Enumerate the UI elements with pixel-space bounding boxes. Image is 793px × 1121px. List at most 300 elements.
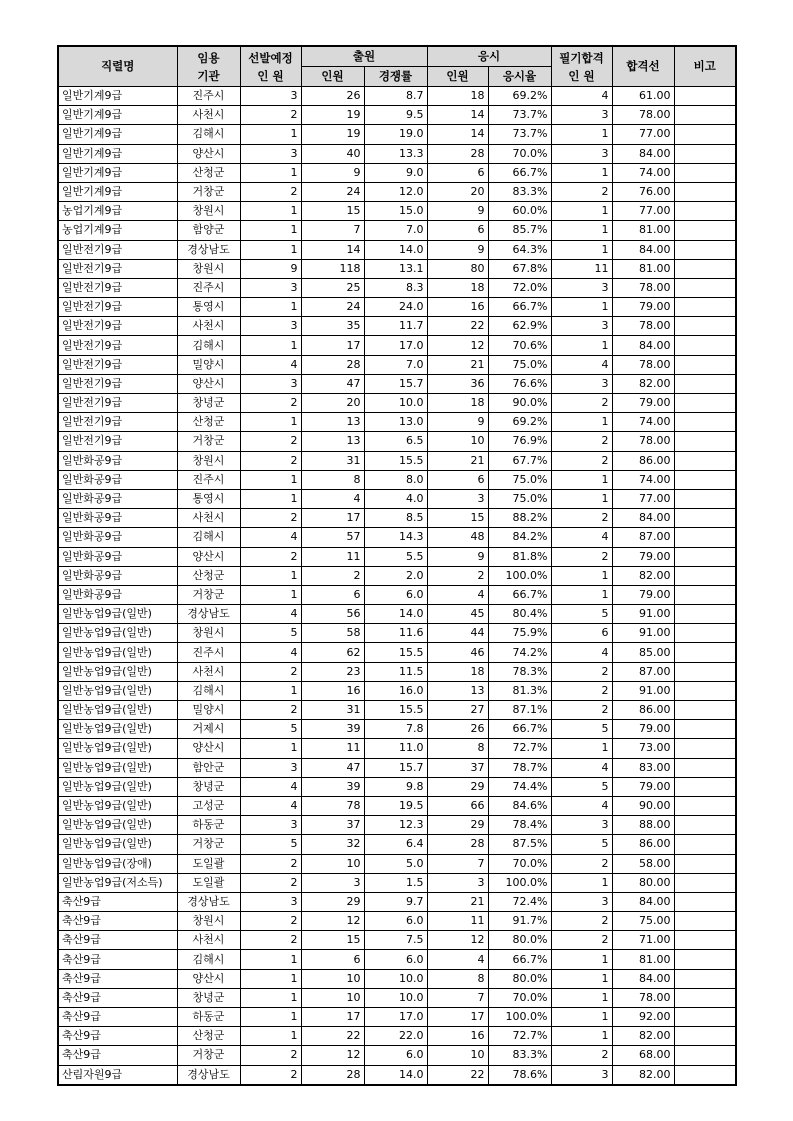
cell-exam-count: 14: [427, 106, 488, 125]
table-row: [58, 355, 736, 374]
cell-org: 통영시: [177, 298, 240, 317]
cell-job: 축산9급: [58, 1008, 177, 1027]
cell-planned: 1: [240, 988, 301, 1007]
cell-apply-ratio: 15.7: [364, 758, 427, 777]
cell-job: 일반전기9급: [58, 374, 177, 393]
cell-job: 일반전기9급: [58, 278, 177, 297]
table-row: [58, 374, 736, 393]
cell-pass: 2: [551, 854, 612, 873]
cell-exam-count: 21: [427, 451, 488, 470]
cell-exam-rate: 80.0%: [488, 931, 551, 950]
cell-exam-rate: 73.7%: [488, 125, 551, 144]
cell-apply-ratio: 14.0: [364, 605, 427, 624]
cell-planned: 2: [240, 106, 301, 125]
cell-cutoff: 80.00: [612, 873, 674, 892]
cell-apply-ratio: 22.0: [364, 1027, 427, 1046]
cell-exam-rate: 66.7%: [488, 585, 551, 604]
cell-exam-count: 22: [427, 1065, 488, 1085]
cell-exam-rate: 74.2%: [488, 643, 551, 662]
cell-remarks: [674, 432, 736, 451]
cell-org: 김해시: [177, 950, 240, 969]
cell-remarks: [674, 528, 736, 547]
cell-pass: 3: [551, 1065, 612, 1085]
cell-exam-rate: 83.3%: [488, 182, 551, 201]
table-row: [58, 892, 736, 911]
cell-apply-count: 8: [301, 470, 364, 489]
cell-planned: 2: [240, 701, 301, 720]
cell-exam-count: 16: [427, 298, 488, 317]
cell-remarks: [674, 1046, 736, 1065]
cell-pass: 1: [551, 413, 612, 432]
cell-exam-count: 13: [427, 681, 488, 700]
table-row: [58, 509, 736, 528]
cell-cutoff: 75.00: [612, 912, 674, 931]
cell-exam-count: 12: [427, 931, 488, 950]
cell-pass: 4: [551, 87, 612, 106]
cell-cutoff: 86.00: [612, 835, 674, 854]
cell-remarks: [674, 259, 736, 278]
cell-planned: 4: [240, 796, 301, 815]
cell-remarks: [674, 854, 736, 873]
header-exam-rate: 응시율: [488, 67, 551, 87]
cell-job: 일반기계9급: [58, 163, 177, 182]
cell-apply-count: 9: [301, 163, 364, 182]
cell-apply-ratio: 15.7: [364, 374, 427, 393]
cell-org: 창원시: [177, 202, 240, 221]
cell-job: 축산9급: [58, 931, 177, 950]
header-apply-ratio: 경쟁률: [364, 67, 427, 87]
cell-pass: 2: [551, 451, 612, 470]
cell-org: 도일괄: [177, 854, 240, 873]
cell-cutoff: 82.00: [612, 374, 674, 393]
cell-remarks: [674, 605, 736, 624]
cell-apply-count: 11: [301, 739, 364, 758]
cell-exam-rate: 72.0%: [488, 278, 551, 297]
cell-remarks: [674, 489, 736, 508]
cell-apply-count: 10: [301, 988, 364, 1007]
cell-apply-count: 4: [301, 489, 364, 508]
cell-cutoff: 73.00: [612, 739, 674, 758]
cell-exam-count: 10: [427, 1046, 488, 1065]
header-pass: 필기합격 인 원: [551, 46, 612, 87]
cell-job: 축산9급: [58, 969, 177, 988]
table-row: [58, 1046, 736, 1065]
cell-exam-rate: 62.9%: [488, 317, 551, 336]
cell-org: 사천시: [177, 509, 240, 528]
cell-planned: 1: [240, 566, 301, 585]
cell-apply-count: 29: [301, 892, 364, 911]
table-row: [58, 298, 736, 317]
cell-exam-rate: 78.7%: [488, 758, 551, 777]
cell-exam-rate: 67.7%: [488, 451, 551, 470]
cell-cutoff: 84.00: [612, 336, 674, 355]
cell-org: 사천시: [177, 317, 240, 336]
cell-cutoff: 78.00: [612, 278, 674, 297]
cell-org: 거창군: [177, 432, 240, 451]
cell-apply-ratio: 13.3: [364, 144, 427, 163]
cell-exam-count: 18: [427, 278, 488, 297]
cell-job: 일반화공9급: [58, 585, 177, 604]
cell-exam-rate: 100.0%: [488, 566, 551, 585]
cell-job: 일반전기9급: [58, 432, 177, 451]
cell-exam-count: 28: [427, 835, 488, 854]
table-row: [58, 624, 736, 643]
cell-exam-rate: 67.8%: [488, 259, 551, 278]
cell-pass: 4: [551, 758, 612, 777]
header-planned: 선발예정 인 원: [240, 46, 301, 87]
table-row: [58, 854, 736, 873]
cell-apply-count: 39: [301, 720, 364, 739]
cell-org: 함양군: [177, 221, 240, 240]
table-row: [58, 950, 736, 969]
header-org: 임용 기관: [177, 46, 240, 87]
cell-planned: 2: [240, 509, 301, 528]
cell-pass: 1: [551, 988, 612, 1007]
cell-exam-count: 3: [427, 489, 488, 508]
cell-pass: 6: [551, 624, 612, 643]
cell-job: 일반농업9급(일반): [58, 777, 177, 796]
cell-exam-rate: 81.3%: [488, 681, 551, 700]
cell-apply-count: 20: [301, 394, 364, 413]
cell-pass: 1: [551, 1008, 612, 1027]
cell-apply-ratio: 19.0: [364, 125, 427, 144]
cell-apply-count: 12: [301, 1046, 364, 1065]
cell-apply-ratio: 16.0: [364, 681, 427, 700]
cell-apply-count: 15: [301, 202, 364, 221]
cell-planned: 2: [240, 451, 301, 470]
cell-planned: 3: [240, 758, 301, 777]
cell-planned: 3: [240, 87, 301, 106]
cell-apply-ratio: 11.0: [364, 739, 427, 758]
cell-exam-rate: 66.7%: [488, 163, 551, 182]
header-apply-group: 출원: [301, 46, 427, 67]
cell-pass: 2: [551, 432, 612, 451]
cell-pass: 2: [551, 394, 612, 413]
cell-remarks: [674, 144, 736, 163]
cell-remarks: [674, 509, 736, 528]
cell-exam-rate: 70.6%: [488, 336, 551, 355]
cell-apply-count: 14: [301, 240, 364, 259]
table-row: [58, 547, 736, 566]
cell-org: 도일괄: [177, 873, 240, 892]
table-row: [58, 87, 736, 106]
table-row: [58, 1008, 736, 1027]
cell-apply-count: 39: [301, 777, 364, 796]
cell-cutoff: 84.00: [612, 969, 674, 988]
cell-planned: 4: [240, 777, 301, 796]
cell-remarks: [674, 470, 736, 489]
cell-exam-count: 6: [427, 163, 488, 182]
cell-org: 밀양시: [177, 701, 240, 720]
cell-remarks: [674, 451, 736, 470]
cell-cutoff: 71.00: [612, 931, 674, 950]
cell-exam-rate: 100.0%: [488, 1008, 551, 1027]
results-table: [57, 45, 737, 1086]
cell-org: 통영시: [177, 489, 240, 508]
cell-exam-count: 6: [427, 221, 488, 240]
cell-exam-count: 3: [427, 873, 488, 892]
header-remarks: 비고: [674, 46, 736, 87]
cell-planned: 3: [240, 144, 301, 163]
cell-exam-rate: 75.0%: [488, 489, 551, 508]
cell-planned: 5: [240, 624, 301, 643]
cell-apply-ratio: 7.0: [364, 221, 427, 240]
cell-job: 축산9급: [58, 912, 177, 931]
cell-remarks: [674, 950, 736, 969]
cell-pass: 4: [551, 643, 612, 662]
cell-job: 축산9급: [58, 950, 177, 969]
cell-planned: 2: [240, 931, 301, 950]
cell-planned: 1: [240, 739, 301, 758]
cell-job: 일반전기9급: [58, 298, 177, 317]
cell-job: 일반농업9급(일반): [58, 643, 177, 662]
cell-remarks: [674, 355, 736, 374]
cell-cutoff: 84.00: [612, 892, 674, 911]
cell-exam-count: 9: [427, 240, 488, 259]
cell-exam-count: 27: [427, 701, 488, 720]
cell-apply-ratio: 8.7: [364, 87, 427, 106]
cell-exam-rate: 75.9%: [488, 624, 551, 643]
table-row: [58, 1027, 736, 1046]
cell-cutoff: 79.00: [612, 585, 674, 604]
cell-remarks: [674, 336, 736, 355]
cell-remarks: [674, 643, 736, 662]
cell-exam-count: 8: [427, 739, 488, 758]
table-row: [58, 739, 736, 758]
cell-job: 일반농업9급(일반): [58, 701, 177, 720]
cell-apply-count: 56: [301, 605, 364, 624]
cell-exam-count: 46: [427, 643, 488, 662]
cell-planned: 1: [240, 221, 301, 240]
cell-apply-count: 17: [301, 1008, 364, 1027]
cell-apply-ratio: 10.0: [364, 969, 427, 988]
cell-org: 산청군: [177, 566, 240, 585]
cell-apply-ratio: 11.5: [364, 662, 427, 681]
cell-pass: 1: [551, 739, 612, 758]
cell-apply-ratio: 7.0: [364, 355, 427, 374]
cell-exam-count: 37: [427, 758, 488, 777]
cell-org: 하동군: [177, 816, 240, 835]
cell-org: 창녕군: [177, 394, 240, 413]
cell-exam-rate: 69.2%: [488, 413, 551, 432]
cell-planned: 1: [240, 163, 301, 182]
cell-cutoff: 79.00: [612, 547, 674, 566]
cell-exam-count: 18: [427, 87, 488, 106]
table-row: [58, 182, 736, 201]
cell-remarks: [674, 1065, 736, 1085]
table-row: [58, 662, 736, 681]
cell-job: 일반농업9급(일반): [58, 720, 177, 739]
cell-planned: 3: [240, 892, 301, 911]
cell-cutoff: 81.00: [612, 950, 674, 969]
cell-planned: 9: [240, 259, 301, 278]
table-row: [58, 240, 736, 259]
cell-cutoff: 78.00: [612, 355, 674, 374]
cell-apply-count: 19: [301, 106, 364, 125]
cell-apply-count: 16: [301, 681, 364, 700]
cell-apply-ratio: 17.0: [364, 336, 427, 355]
cell-apply-ratio: 19.5: [364, 796, 427, 815]
cell-pass: 1: [551, 221, 612, 240]
cell-exam-count: 21: [427, 892, 488, 911]
cell-remarks: [674, 912, 736, 931]
cell-pass: 1: [551, 585, 612, 604]
table-row: [58, 528, 736, 547]
cell-apply-count: 13: [301, 432, 364, 451]
cell-cutoff: 86.00: [612, 451, 674, 470]
cell-cutoff: 79.00: [612, 720, 674, 739]
cell-cutoff: 85.00: [612, 643, 674, 662]
table-row: [58, 413, 736, 432]
cell-org: 진주시: [177, 87, 240, 106]
cell-planned: 2: [240, 1046, 301, 1065]
cell-exam-count: 8: [427, 969, 488, 988]
cell-apply-ratio: 6.4: [364, 835, 427, 854]
cell-apply-count: 15: [301, 931, 364, 950]
cell-job: 일반화공9급: [58, 547, 177, 566]
cell-cutoff: 79.00: [612, 298, 674, 317]
table-row: [58, 144, 736, 163]
table-row: [58, 605, 736, 624]
cell-exam-rate: 80.0%: [488, 969, 551, 988]
cell-planned: 2: [240, 912, 301, 931]
cell-job: 일반농업9급(일반): [58, 835, 177, 854]
cell-apply-ratio: 12.0: [364, 182, 427, 201]
cell-planned: 2: [240, 1065, 301, 1085]
cell-remarks: [674, 777, 736, 796]
cell-exam-rate: 80.4%: [488, 605, 551, 624]
cell-apply-ratio: 12.3: [364, 816, 427, 835]
cell-exam-count: 66: [427, 796, 488, 815]
cell-exam-rate: 76.6%: [488, 374, 551, 393]
cell-remarks: [674, 739, 736, 758]
cell-org: 진주시: [177, 643, 240, 662]
cell-apply-count: 25: [301, 278, 364, 297]
cell-exam-count: 4: [427, 950, 488, 969]
cell-cutoff: 83.00: [612, 758, 674, 777]
cell-apply-count: 32: [301, 835, 364, 854]
cell-org: 경상남도: [177, 1065, 240, 1085]
cell-exam-rate: 66.7%: [488, 298, 551, 317]
cell-planned: 5: [240, 835, 301, 854]
cell-cutoff: 76.00: [612, 182, 674, 201]
cell-remarks: [674, 816, 736, 835]
cell-pass: 1: [551, 566, 612, 585]
table-row: [58, 873, 736, 892]
cell-remarks: [674, 624, 736, 643]
table-row: [58, 163, 736, 182]
cell-cutoff: 77.00: [612, 489, 674, 508]
cell-exam-count: 20: [427, 182, 488, 201]
cell-remarks: [674, 298, 736, 317]
table-row: [58, 585, 736, 604]
cell-cutoff: 91.00: [612, 605, 674, 624]
cell-job: 일반농업9급(일반): [58, 624, 177, 643]
cell-planned: 1: [240, 240, 301, 259]
cell-remarks: [674, 566, 736, 585]
cell-cutoff: 81.00: [612, 221, 674, 240]
cell-apply-count: 10: [301, 969, 364, 988]
cell-pass: 1: [551, 336, 612, 355]
table-row: [58, 489, 736, 508]
cell-cutoff: 84.00: [612, 509, 674, 528]
cell-exam-rate: 75.0%: [488, 470, 551, 489]
cell-org: 거창군: [177, 585, 240, 604]
cell-pass: 11: [551, 259, 612, 278]
cell-apply-ratio: 7.8: [364, 720, 427, 739]
cell-apply-ratio: 4.0: [364, 489, 427, 508]
cell-org: 사천시: [177, 106, 240, 125]
table-row: [58, 470, 736, 489]
cell-exam-count: 4: [427, 585, 488, 604]
cell-remarks: [674, 892, 736, 911]
cell-org: 양산시: [177, 547, 240, 566]
cell-exam-count: 9: [427, 202, 488, 221]
cell-planned: 1: [240, 470, 301, 489]
cell-job: 일반전기9급: [58, 355, 177, 374]
table-row: [58, 221, 736, 240]
cell-cutoff: 82.00: [612, 566, 674, 585]
cell-planned: 2: [240, 854, 301, 873]
cell-exam-count: 44: [427, 624, 488, 643]
cell-pass: 4: [551, 355, 612, 374]
cell-job: 일반농업9급(일반): [58, 758, 177, 777]
cell-exam-count: 11: [427, 912, 488, 931]
cell-cutoff: 87.00: [612, 662, 674, 681]
cell-cutoff: 84.00: [612, 240, 674, 259]
cell-job: 일반화공9급: [58, 489, 177, 508]
cell-job: 일반농업9급(저소득): [58, 873, 177, 892]
cell-exam-count: 6: [427, 470, 488, 489]
cell-planned: 3: [240, 278, 301, 297]
cell-org: 김해시: [177, 125, 240, 144]
cell-job: 일반화공9급: [58, 528, 177, 547]
cell-pass: 1: [551, 969, 612, 988]
cell-cutoff: 88.00: [612, 816, 674, 835]
cell-exam-rate: 75.0%: [488, 355, 551, 374]
cell-remarks: [674, 202, 736, 221]
cell-pass: 1: [551, 470, 612, 489]
cell-pass: 2: [551, 662, 612, 681]
cell-exam-count: 26: [427, 720, 488, 739]
cell-apply-count: 6: [301, 585, 364, 604]
cell-apply-ratio: 9.7: [364, 892, 427, 911]
cell-planned: 4: [240, 643, 301, 662]
cell-remarks: [674, 720, 736, 739]
cell-remarks: [674, 163, 736, 182]
cell-exam-rate: 87.5%: [488, 835, 551, 854]
cell-pass: 1: [551, 1027, 612, 1046]
cell-apply-ratio: 11.6: [364, 624, 427, 643]
cell-planned: 3: [240, 816, 301, 835]
cell-remarks: [674, 969, 736, 988]
cell-job: 일반농업9급(일반): [58, 796, 177, 815]
cell-remarks: [674, 796, 736, 815]
cell-remarks: [674, 240, 736, 259]
cell-pass: 5: [551, 835, 612, 854]
cell-pass: 1: [551, 202, 612, 221]
cell-apply-count: 62: [301, 643, 364, 662]
cell-exam-rate: 76.9%: [488, 432, 551, 451]
cell-planned: 4: [240, 605, 301, 624]
cell-exam-rate: 84.2%: [488, 528, 551, 547]
cell-planned: 3: [240, 374, 301, 393]
cell-job: 축산9급: [58, 1027, 177, 1046]
cell-org: 거제시: [177, 720, 240, 739]
cell-cutoff: 90.00: [612, 796, 674, 815]
cell-apply-count: 28: [301, 355, 364, 374]
cell-job: 일반전기9급: [58, 413, 177, 432]
